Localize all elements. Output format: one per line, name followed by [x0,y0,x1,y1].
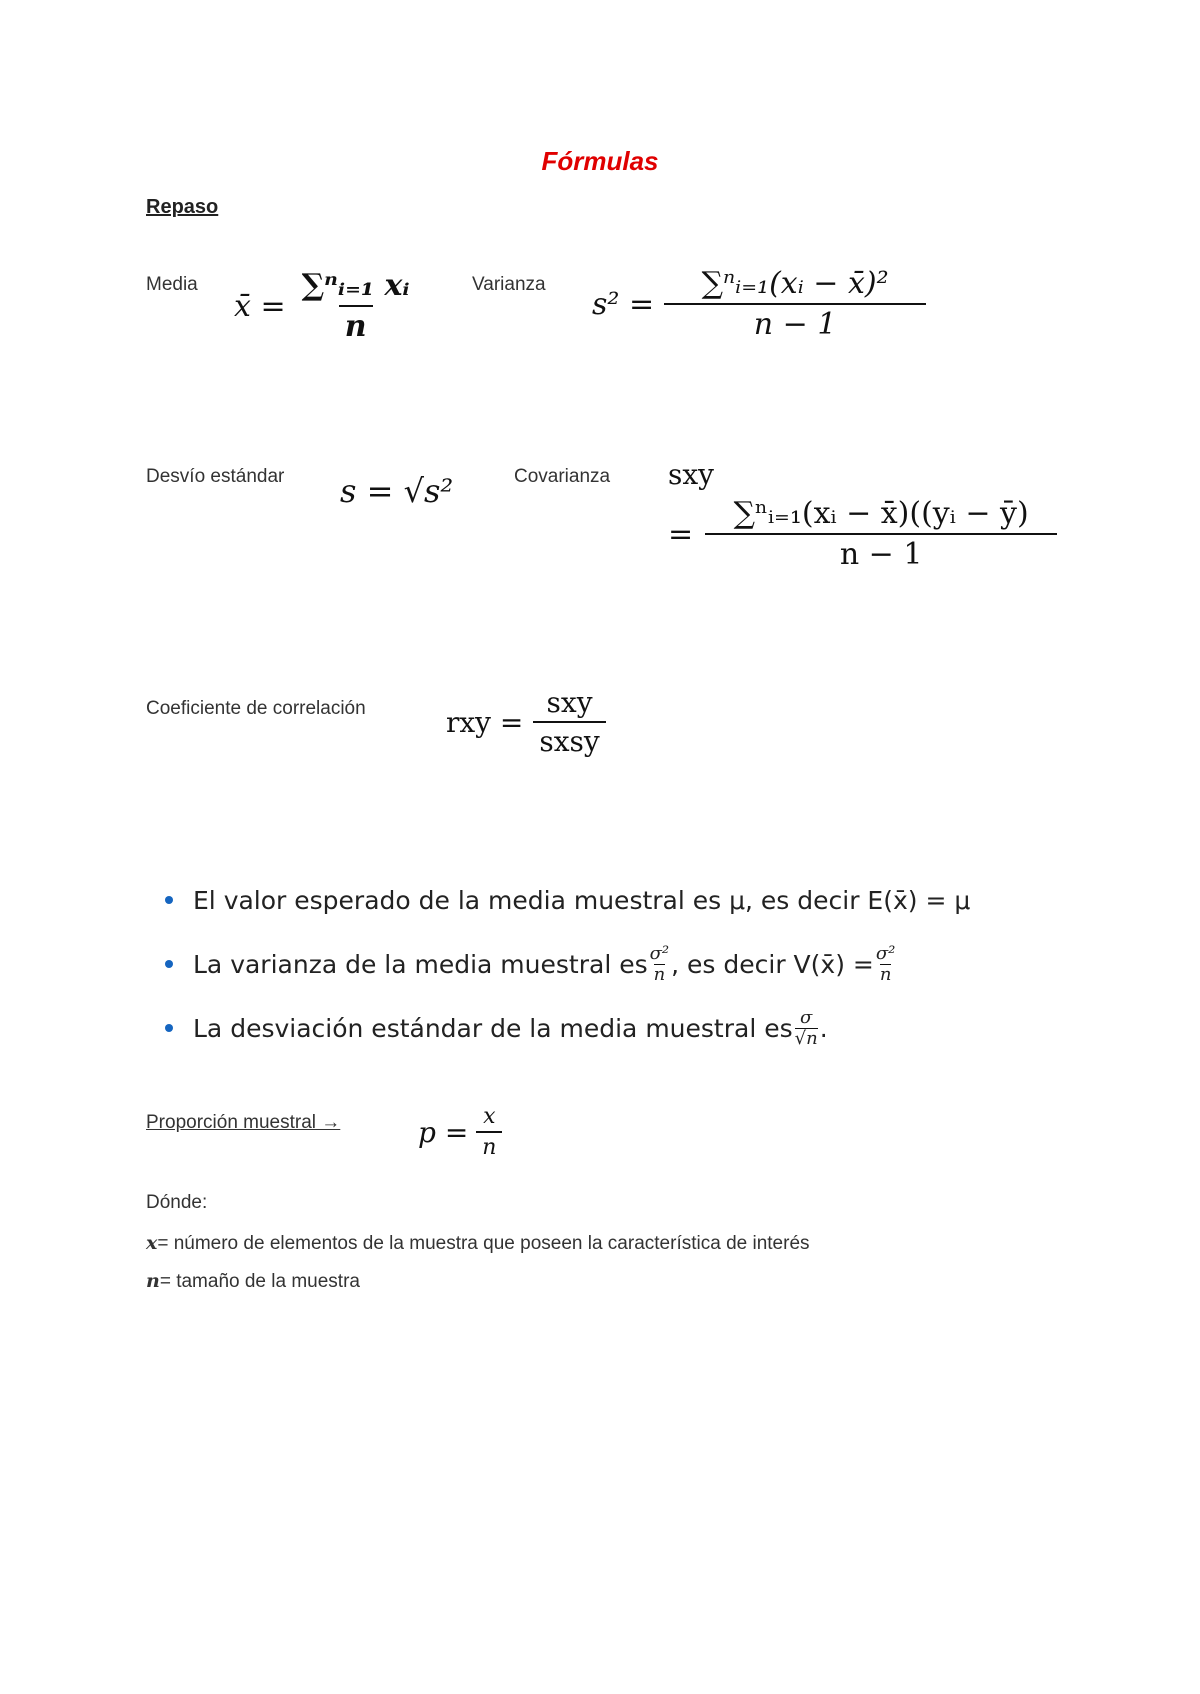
media-denominator: n [339,305,373,344]
bullet-fraction [876,944,896,985]
label-covarianza: Covarianza [514,466,611,487]
label-media: Media [146,274,198,295]
bullet-dot-icon [165,896,173,904]
prop-numerator: x [483,1104,496,1129]
cov-denominator: n − 1 [705,533,1057,572]
donde-x-line [146,1232,810,1255]
bullet-fraction [795,1008,818,1049]
corr-fraction [533,686,605,758]
formula-proporcion [418,1104,502,1160]
label-desvio: Desvío estándar [146,466,285,487]
fraction-den: n [653,963,666,985]
prop-denominator: n [476,1131,502,1160]
property-list [165,868,970,1060]
media-fraction [296,268,416,344]
corr-numerator: sxy [546,686,593,719]
formula-desvio: s = √s² [340,472,454,510]
bullet-text: , es decir V(x̄) = [671,949,874,979]
varianza-numerator: ∑ⁿᵢ₌₁(xᵢ − x̄)² [701,266,889,301]
fraction-num: σ [800,1006,813,1028]
bullet-dot-icon [165,1024,173,1032]
bullet-text: La varianza de la media muestral es [193,949,648,979]
bullet-text: La desviación estándar de la media muestral es [193,1013,793,1043]
fraction-num: σ² [875,942,896,964]
formula-covarianza [668,496,1057,572]
formula-varianza [592,266,926,342]
label-varianza: Varianza [472,274,546,295]
prop-fraction [476,1104,502,1160]
donde-x-desc: = número de elementos de la muestra que poseen la característica de interés [157,1233,810,1254]
fraction-den: n [879,963,892,985]
corr-lhs: rxy = [446,705,524,739]
media-numerator: ∑ⁿᵢ₌₁ xᵢ [301,268,410,303]
formula-media [234,268,416,344]
label-proporcion: Proporción muestral → [146,1112,341,1133]
media-lhs: x̄ = [234,288,286,324]
cov-equals: = [668,516,694,552]
page-title: Fórmulas [541,146,659,176]
cov-fraction [705,496,1057,572]
cov-lhs: sxy [668,458,714,491]
corr-denominator: sxsy [533,721,605,758]
varianza-denominator: n − 1 [664,303,926,342]
bullet-dot-icon [165,960,173,968]
fraction-num: σ² [649,942,670,964]
fraction-den: √n [794,1027,818,1049]
bullet-text: . [819,1013,828,1043]
donde-x-var: x [146,1232,158,1254]
list-item [165,996,970,1060]
donde-n-line [146,1270,360,1293]
list-item [165,932,970,996]
varianza-lhs: s² = [592,286,655,322]
donde-heading: Dónde: [146,1192,208,1213]
cov-numerator: ∑ⁿᵢ₌₁(xᵢ − x̄)((yᵢ − ȳ) [733,496,1029,531]
donde-n-var: n [146,1270,160,1292]
donde-n-desc: = tamaño de la muestra [159,1271,360,1292]
bullet-fraction [650,944,670,985]
prop-lhs: p = [418,1115,469,1149]
section-title: Repaso [146,196,219,218]
list-item [165,868,970,932]
label-correlacion: Coeficiente de correlación [146,698,366,719]
bullet-text: El valor esperado de la media muestral es μ, es decir E(x̄) = μ [193,885,971,915]
formula-correlacion [446,686,606,758]
varianza-fraction [664,266,926,342]
